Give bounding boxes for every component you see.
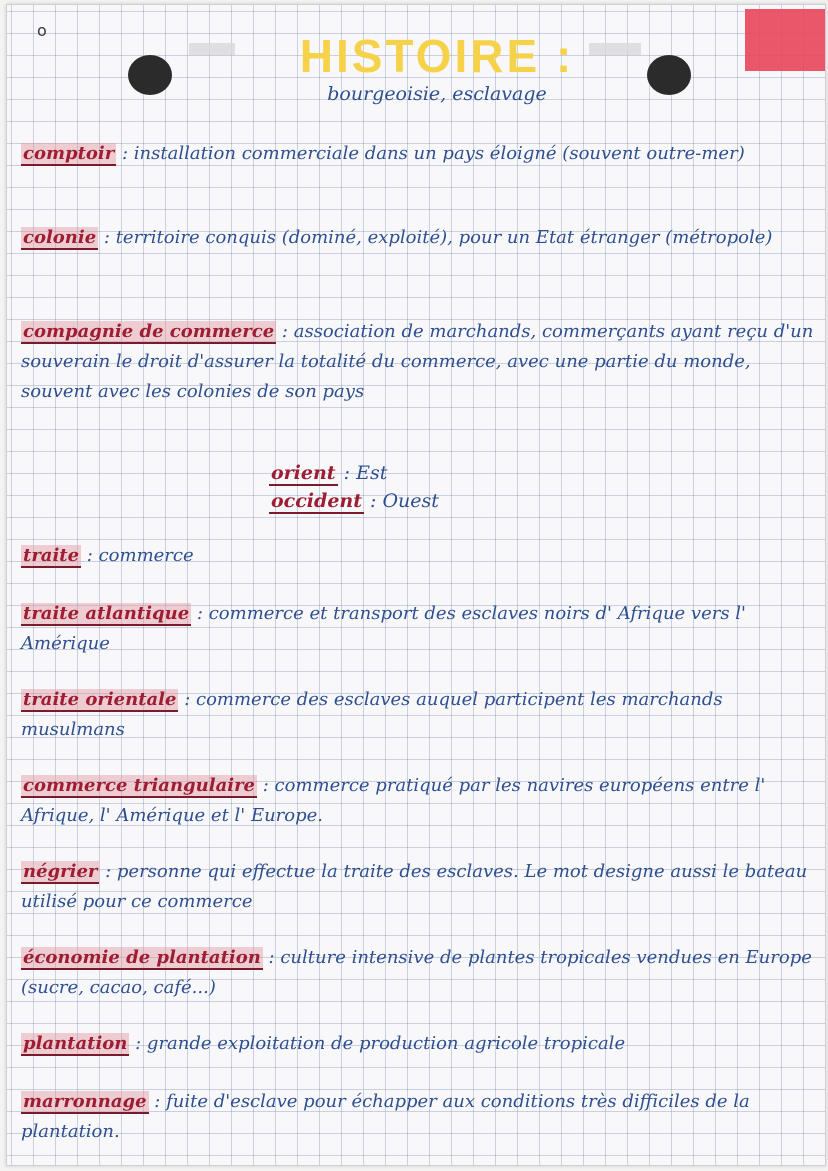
term: plantation — [23, 1033, 128, 1054]
entry-traite: traite : commerce — [23, 545, 194, 566]
definition: fuite d'esclave pour échapper aux conditions très difficiles de la plantation. — [21, 1091, 750, 1142]
entry-compagnie-de-commerce: compagnie de commerce : association de marchands, commerçants ayant reçu d'un souverain le droit d'assurer la totalité du commerce, avec une partie du monde, souvent avec les colonies de son pays — [21, 321, 814, 402]
notebook-page — [6, 4, 826, 1166]
tape-strip-left — [189, 43, 235, 55]
term: négrier — [23, 861, 98, 882]
definition: association de marchands, commerçants ayant reçu d'un souverain le droit d'assurer la totalité du commerce, avec une partie du monde, souvent avec les colonies de son pays — [21, 321, 814, 402]
entry-traite-atlantique: traite atlantique : commerce et transport des esclaves noirs d' Afrique vers l' Amérique — [21, 603, 746, 654]
definition: Est — [356, 462, 388, 484]
definition: culture intensive de plantes tropicales vendues en Europe (sucre, cacao, café...) — [21, 947, 812, 998]
term: occident — [271, 490, 362, 512]
entry-occident: occident : Ouest — [271, 490, 439, 512]
term: orient — [271, 462, 336, 484]
definition: installation commerciale dans un pays éloigné (souvent outre-mer) — [133, 143, 745, 164]
entry-commerce-triangulaire: commerce triangulaire : commerce pratiqué par les navires européens entre l' Afrique, l' Amérique et l' Europe. — [21, 775, 766, 826]
definition: commerce des esclaves auquel participent les marchands musulmans — [21, 689, 723, 740]
term: colonie — [23, 227, 97, 248]
page-title: HISTOIRE : — [299, 30, 575, 82]
page-subtitle: bourgeoisie, esclavage — [327, 83, 547, 105]
term: économie de plantation — [23, 947, 261, 968]
entry-traite-orientale: traite orientale : commerce des esclaves auquel participent les marchands musulmans — [21, 689, 723, 740]
term: comptoir — [23, 143, 115, 164]
red-tab-sticker — [745, 9, 825, 71]
punch-hole-right — [647, 55, 691, 95]
entry-comptoir: comptoir : installation commerciale dans un pays éloigné (souvent outre-mer) — [23, 143, 745, 164]
definition: commerce pratiqué par les navires européens entre l' Afrique, l' Amérique et l' Europe. — [21, 775, 766, 826]
term: traite — [23, 545, 80, 566]
term: commerce triangulaire — [23, 775, 256, 796]
entry-negrier: négrier : personne qui effectue la traite des esclaves. Le mot designe aussi le bateau utilisé pour ce commerce — [21, 861, 808, 912]
definition: commerce et transport des esclaves noirs d' Afrique vers l' Amérique — [21, 603, 746, 654]
definition: commerce — [98, 545, 194, 566]
entry-colonie: colonie : territoire conquis (dominé, exploité), pour un Etat étranger (métropole) — [23, 227, 773, 248]
entry-marronnage: marronnage : fuite d'esclave pour échapper aux conditions très difficiles de la plantation. — [21, 1091, 750, 1142]
definition: personne qui effectue la traite des esclaves. Le mot designe aussi le bateau utilisé pour ce commerce — [21, 861, 808, 912]
definition: grande exploitation de production agricole tropicale — [146, 1033, 626, 1054]
entry-orient: orient : Est — [271, 462, 388, 484]
term: compagnie de commerce — [23, 321, 275, 342]
term: traite atlantique — [23, 603, 190, 624]
definition: Ouest — [382, 490, 439, 512]
punch-hole-left — [128, 55, 172, 95]
corner-mark: o — [37, 21, 47, 40]
entry-economie-de-plantation: économie de plantation : culture intensive de plantes tropicales vendues en Europe (sucre, cacao, café...) — [21, 947, 812, 998]
entry-plantation: plantation : grande exploitation de production agricole tropicale — [23, 1033, 626, 1054]
term: traite orientale — [23, 689, 177, 710]
definition: territoire conquis (dominé, exploité), pour un Etat étranger (métropole) — [115, 227, 773, 248]
term: marronnage — [23, 1091, 147, 1112]
